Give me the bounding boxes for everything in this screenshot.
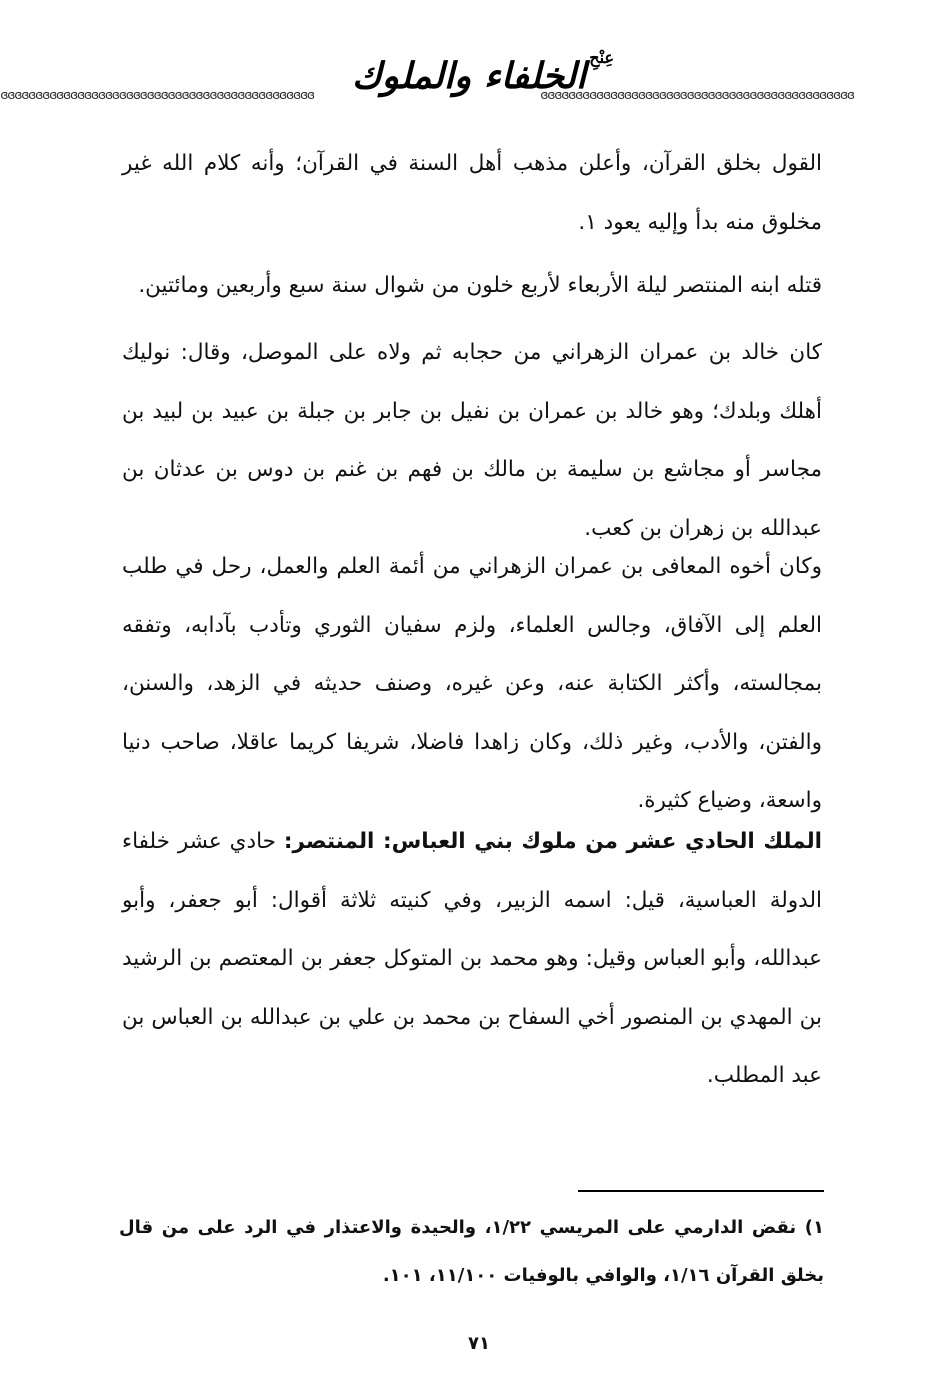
section-heading-text: حادي عشر خلفاء الدولة العباسية، قيل: اسمه الزبير، وفي كنيته ثلاثة أقوال: أبو جعفر، وأبو عبدالله، وأبو العباس وقيل: وهو محمد بن المتوكل جعفر بن المعتصم بن الرشيد بن المهدي بن المنصور أخي السفاح بن محمد بن علي بن عبدالله بن العباس بن عبد المطلب. bbox=[122, 829, 822, 1088]
paragraph-2: قتله ابنه المنتصر ليلة الأربعاء لأربع خلون من شوال سنة سبع وأربعين ومائتين. bbox=[138, 273, 822, 298]
book-title-prefix-text: عِنْحِ bbox=[589, 48, 614, 67]
paragraph-3: كان خالد بن عمران الزهراني من حجابه ثم ولاه على الموصل، وقال: نوليك أهلك وبلدك؛ وهو خالد بن عمران بن نفيل بن جابر بن جبلة بن عبيد بن لبيد بن مجاسر أو مجاشع بن سليمة بن مالك بن فهم بن غنم بن دوس بن عدثان بن عبدالله بن زهران بن كعب. bbox=[122, 340, 822, 541]
section-heading: الملك الحادي عشر من ملوك بني العباس: المنتصر: bbox=[283, 829, 823, 854]
paragraph-4: وكان أخوه المعافى بن عمران الزهراني من أئمة العلم والعمل، رحل في طلب العلم إلى الآفاق، وجالس العلماء، ولزم سفيان الثوري وتأدب بآدابه، وتفقه بمجالسته، وأكثر الكتابة عنه، وعن غيره، وصنف حديثه في الزهد، والسنن، والفتن، والأدب، وغير ذلك، وكان زاهدا فاضلا، شريفا كريما عاقلا، صاحب دنيا واسعة، وضياع كثيرة. bbox=[122, 554, 822, 813]
header-ornament-right: ɞɞɞɞɞɞɞɞɞɞɞɞɞɞɞɞɞɞɞɞɞɞɞɞɞɞɞɞɞɞɞɞɞɞɞɞɞɞɞɞɞɞɞɞɞ bbox=[540, 88, 854, 102]
footnote-1: ١) نقض الدارمي على المريسي ١/٢٢، والحيدة والاعتذار في الرد على من قال بخلق القرآن ١/١٦، والوافي بالوفيات ١١/١٠٠، ١٠١. bbox=[119, 1217, 824, 1286]
book-title-text: الخلفاء والملوك bbox=[351, 55, 587, 97]
header-ornament-left: ɞɞɞɞɞɞɞɞɞɞɞɞɞɞɞɞɞɞɞɞɞɞɞɞɞɞɞɞɞɞɞɞɞɞɞɞɞɞɞɞɞɞɞɞɞ bbox=[0, 88, 314, 102]
page-number: ٧١ bbox=[468, 1333, 490, 1354]
book-title-prefix bbox=[589, 48, 614, 67]
footnote-separator bbox=[578, 1190, 824, 1192]
paragraph-1: القول بخلق القرآن، وأعلن مذهب أهل السنة في القرآن؛ وأنه كلام الله غير مخلوق منه بدأ وإليه يعود ١. bbox=[122, 151, 822, 235]
paragraph-5 bbox=[122, 813, 822, 1106]
page-header bbox=[0, 40, 854, 116]
